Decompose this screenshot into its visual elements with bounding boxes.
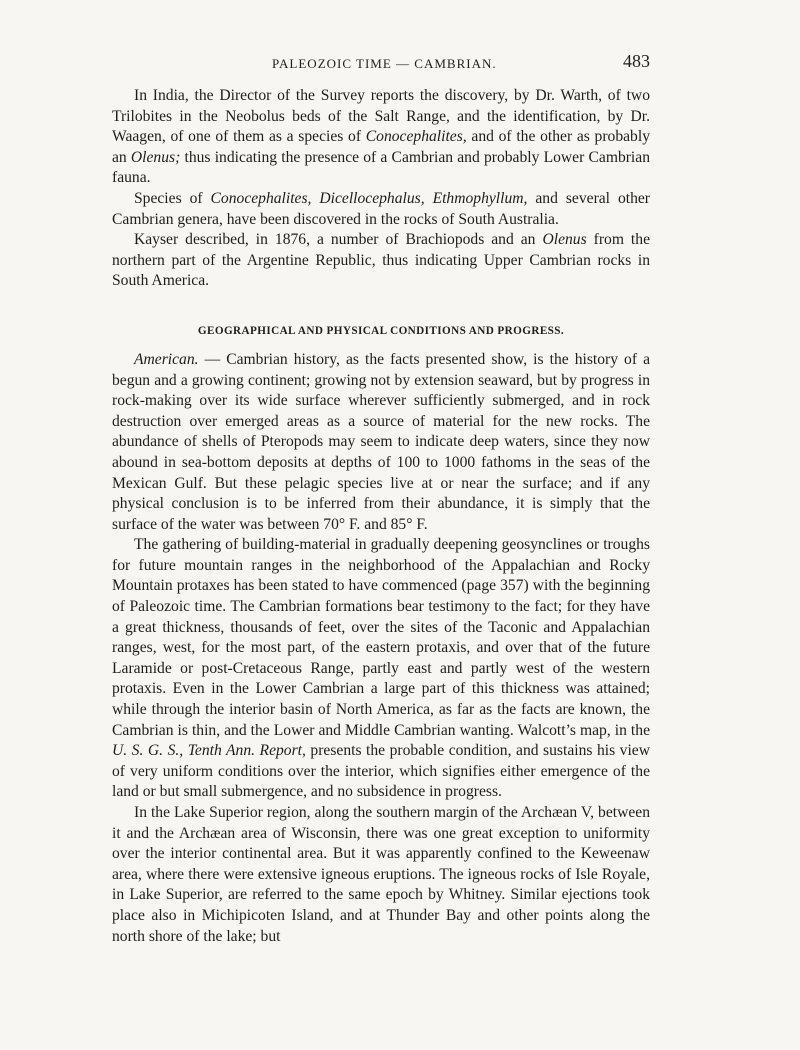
text-run: In India, the Director of the Survey reports the discovery, by Dr. Warth, of two Trilobites in the Neobolus beds of the Salt Range, and the identification, by Dr. Waagen, of one of them as a species of	[112, 87, 650, 146]
text-run: — Cambrian history, as the facts presented show, is the history of a begun and a growing continent; growing not by extension seaward, but by progress in rock-making over its wide surface wherever sufficiently submerged, and in rock destruction over emerged areas as a source of material for the new rocks. The abundance of shells of Pteropods may seem to indicate deep waters, since they now abound in sea-bottom deposits at depths of 100 to 1000 fathoms in the seas of the Mexican Gulf. But these pelagic species live at or near the surface; and if any physical conclusion is to be inferred from their abundance, it is simply that the surface of the water was between 70° F. and 85° F.	[112, 350, 650, 533]
running-title: PALEOZOIC TIME — CAMBRIAN.	[272, 56, 497, 71]
paragraph-south-america	[112, 230, 650, 292]
section-heading: GEOGRAPHICAL AND PHYSICAL CONDITIONS AND PROGRESS.	[197, 324, 565, 337]
paragraph-building-material	[112, 535, 650, 803]
italic-text-run: Olenus;	[130, 148, 181, 166]
paragraph-australia	[112, 189, 650, 230]
italic-text-run: Conocephalites, Dicellocephalus, Ethmophyllum,	[210, 189, 528, 207]
text-run: Kayser described, in 1876, a number of Brachiopods and an	[134, 231, 543, 249]
italic-text-run: American.	[134, 350, 199, 368]
italic-text-run: Olenus	[542, 231, 587, 249]
text-run: The gathering of building-material in gradually deepening geosynclines or troughs for future mountain ranges in the neighborhood of the Appalachian and Rocky Mountain protaxes has been stated to have commenced (page 357) with the beginning of Paleozoic time. The Cambrian formations bear testimony to the fact; for they have a great thickness, thousands of feet, over the sites of the Taconic and Appalachian ranges, west, for the most part, of the eastern protaxis, and over that of the future Laramide or post-Cretaceous Range, partly east and partly west of the western protaxis. Even in the Lower Cambrian a large part of this thickness was attained; while through the interior basin of North America, as far as the facts are known, the Cambrian is thin, and the Lower and Middle Cambrian wanting. Walcott’s map, in the	[112, 536, 650, 739]
text-run: and several other Cambrian genera, have been discovered in the rocks of South Australia.	[112, 189, 651, 228]
paragraph-american	[112, 350, 650, 535]
page-number: 483	[623, 51, 650, 71]
italic-text-run: Conocephalites,	[365, 128, 467, 146]
text-run: thus indicating the presence of a Cambrian and probably Lower Cambrian fauna.	[112, 148, 650, 187]
book-page	[112, 50, 650, 947]
body-text	[112, 86, 650, 947]
text-run: In the Lake Superior region, along the southern margin of the Archæan V, between it and the Archæan area of Wisconsin, there was one great exception to uniformity over the interior continental area. But it was apparently confined to the Keweenaw area, where there were extensive igneous eruptions. The igneous rocks of Isle Royale, in Lake Superior, are referred to the same epoch by Whitney. Similar ejections took place also in Michipicoten Island, and at Thunder Bay and other points along the north shore of the lake; but	[112, 804, 650, 945]
running-header	[112, 50, 650, 76]
text-run: presents the probable condition, and sustains his view of very uniform conditions over the interior, which signifies either emergence of the land or but small submergence, and no subsidence in progress.	[112, 742, 650, 801]
text-run: and of the other as probably an	[112, 128, 650, 166]
italic-text-run: U. S. G. S., Tenth Ann. Report,	[112, 742, 306, 760]
text-run: from the northern part of the Argentine Republic, thus indicating Upper Cambrian rocks in South America.	[112, 231, 650, 290]
text-run: Species of	[134, 189, 211, 207]
paragraph-lake-superior	[112, 803, 650, 947]
paragraph-india	[112, 86, 650, 189]
